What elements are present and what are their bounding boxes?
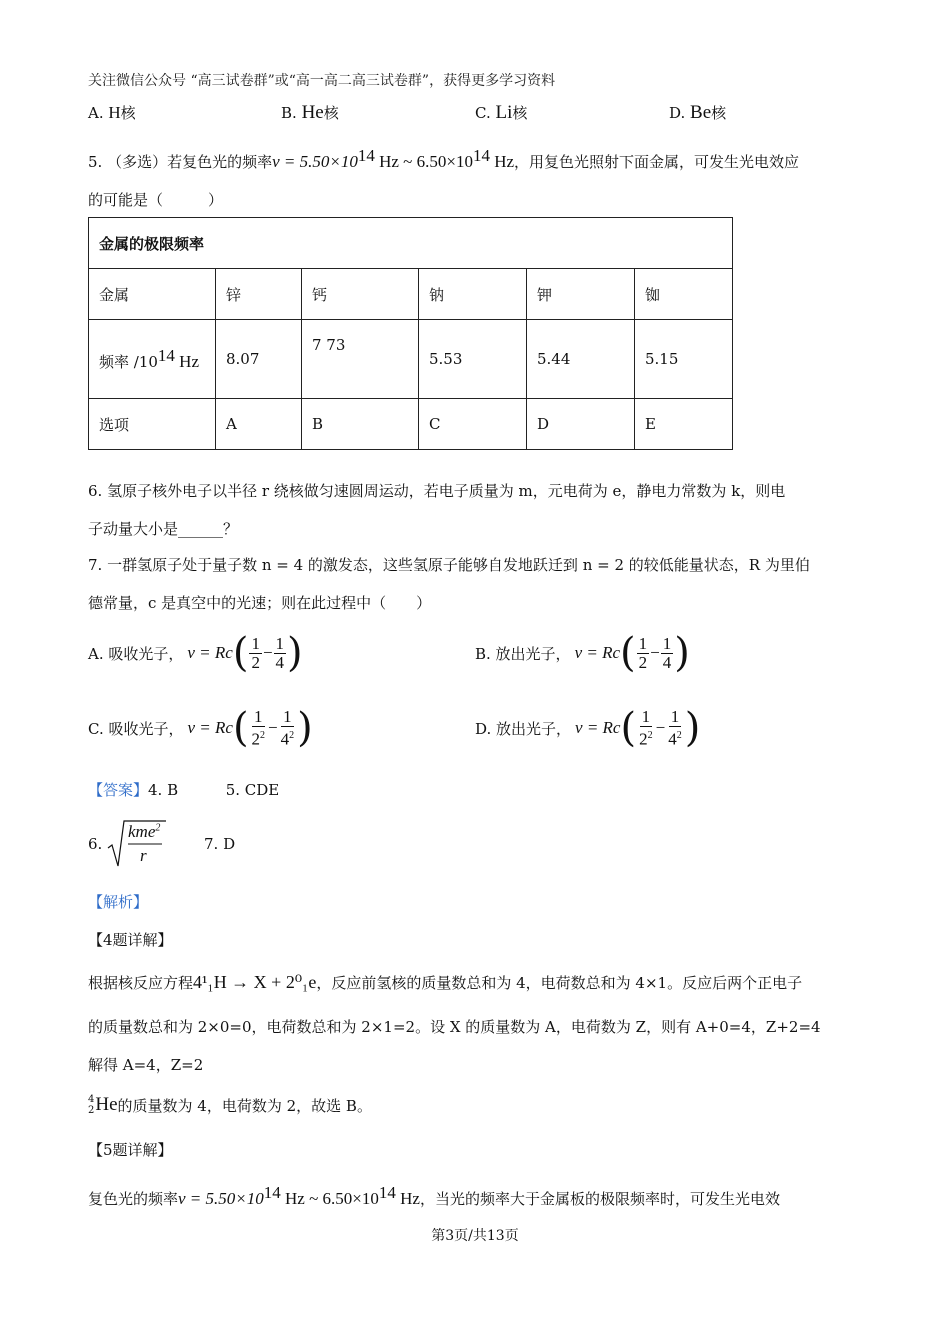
q7-option-a: A. 吸收光子， ν = Rc ( $\frac{1}{2}$ − $\frac{1}{4}$ ) [88,630,303,676]
metal-limit-frequency-table [88,217,733,450]
table-cell: 钾 [527,269,635,320]
table-row [89,320,733,399]
q6-line2: 子动量大小是______？ [88,520,239,538]
answer-7: 7. D [204,835,236,853]
table-row [89,269,733,320]
table-cell: 锌 [216,269,302,320]
table-cell: 钠 [419,269,527,320]
q4-detail-line3: 解得 A=4，Z=2 [88,1056,204,1074]
q7-line1: 7. 一群氢原子处于量子数 n = 4 的激发态，这些氢原子能够自发地跃迁到 n = 2 的较低能量状态，R 为里伯 [88,556,810,574]
answer-tag: 【答案】 [88,781,149,799]
q7-line2: 德常量，c 是真空中的光速；则在此过程中（ ） [88,594,432,612]
q5-line2: 的可能是（ ） [88,191,224,209]
answers-line1: 【答案】4. B 5. CDE [88,781,280,799]
q4-option-c: C. Li核 [475,102,528,123]
table-row [89,399,733,450]
answer-6-label: 6. [88,835,103,853]
table-cell: 金属 [89,269,216,320]
q7-option-b: B. 放出光子， ν = Rc ( $\frac{1}{2}$ − $\frac{1}{4}$ ) [475,630,690,676]
table-cell: D [527,399,635,450]
table-cell: B [302,399,419,450]
table-cell: 5.15 [635,320,733,399]
q7-option-d: D. 放出光子， ν = Rc ( $\frac{1}{2^2}$ − $\frac{1}{4^2}$ ) [475,705,701,752]
q5-detail-heading: 【5题详解】 [88,1141,173,1159]
analysis-tag: 【解析】 [88,893,149,911]
table-cell: 5.44 [527,320,635,399]
q4-detail-line2: 的质量数总和为 2×0=0，电荷数总和为 2×1=2。设 X 的质量数为 A，电荷数为 Z，则有 A+0=4，Z+2=4 [88,1018,821,1036]
header-note: 关注微信公众号 “高三试卷群”或“高一高二高三试卷群”，获得更多学习资料 [88,73,556,89]
q4-detail-line4: 4 2 He 的质量数为 4，电荷数为 2，故选 B。 [88,1094,372,1116]
q4-option-d: D. Be核 [669,102,727,123]
table-cell: 频率 $/10^{14}$ Hz [89,320,216,399]
q4-detail-line1: 根据核反应方程4¹₁H → X + 2⁰₁e，反应前氢核的质量数总和为 4，电荷数总和为 4×1。反应后两个正电子 [88,972,803,992]
table-caption: 金属的极限频率 [89,218,733,269]
page-footer: 第3页/共13页 [431,1228,519,1244]
q5-line1: 5. （多选）若复色光的频率$\nu = 5.50\times 10^{14}$ Hz ~ $6.50\times 10^{14}$ Hz，用复色光照射下面金属，可发生光电效应 [88,146,800,171]
table-cell: E [635,399,733,450]
q4-detail-heading: 【4题详解】 [88,931,173,949]
table-cell: 7 73 [302,320,419,399]
q4-option-a: A. H核 [88,103,136,122]
q7-option-c: C. 吸收光子， ν = Rc ( $\frac{1}{2^2}$ − $\frac{1}{4^2}$ ) [88,705,313,752]
q6-line1: 6. 氢原子核外电子以半径 r 绕核做匀速圆周运动，若电子质量为 m，元电荷为 e，静电力常数为 k，则电 [88,482,786,500]
table-cell: A [216,399,302,450]
table-cell: 钙 [302,269,419,320]
table-cell: 铷 [635,269,733,320]
q5-detail-line1: 复色光的频率$\nu = 5.50\times 10^{14}$ Hz ~ $6.50\times 10^{14}$ Hz，当光的频率大于金属板的极限频率时，可发生光电效 [88,1183,780,1208]
table-cell: 8.07 [216,320,302,399]
q4-option-b: B. He核 [281,102,339,123]
table-cell: C [419,399,527,450]
answer-6-sqrt: kme$^2$ r [106,818,166,870]
table-cell: 5.53 [419,320,527,399]
table-cell: 选项 [89,399,216,450]
